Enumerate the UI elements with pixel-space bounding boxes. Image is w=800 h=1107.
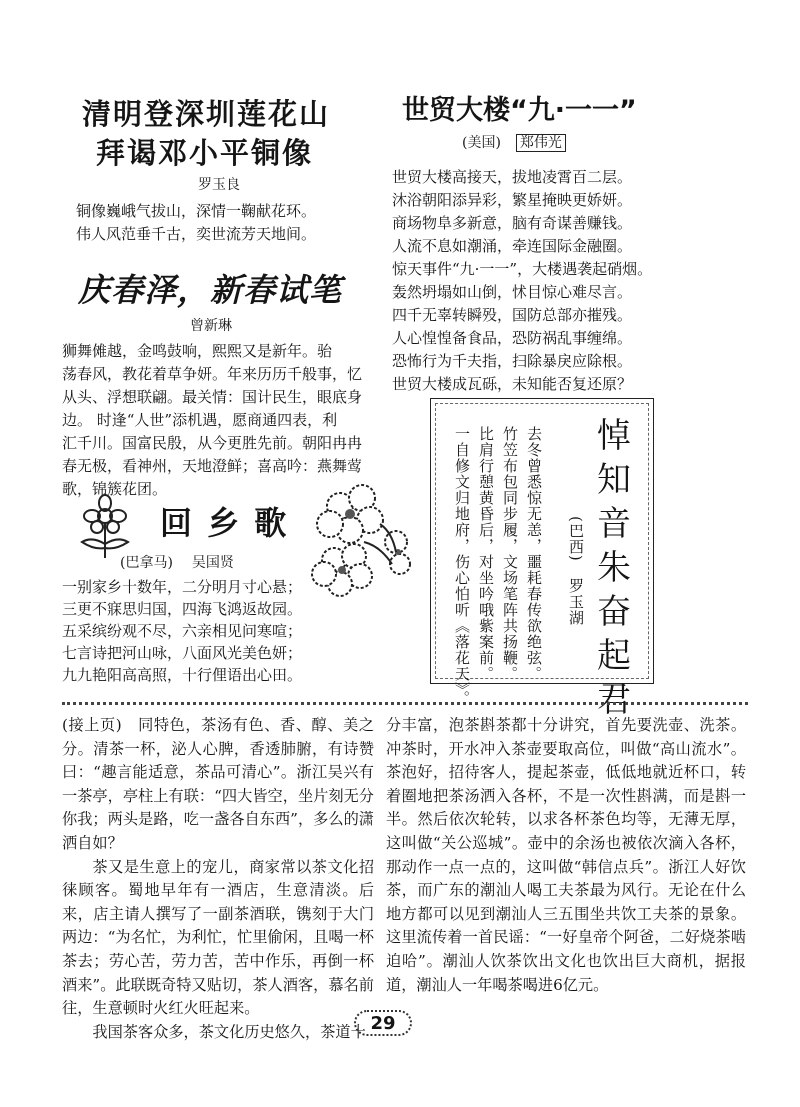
poem-line: 七言诗把河山咏，八面风光美色妍； [62,644,303,662]
poem-line: 世贸大楼成瓦砾，未知能否复还原？ [392,375,633,393]
article-paragraph: (接上页) 同特色，茶汤有色、香、醇、美之分。清茶一杯，泌人心脾，香透肺腑，有诗赞曰：“趣言能适意，茶品可清心”。浙江吴兴有一茶亭，亭柱上有联：“四大皆空，坐片刻无分你我；两头是路，吃一盏各自东西”，多么的潇洒自如？ [62,716,374,852]
blossom-ornament-icon [300,472,418,602]
poem2-title: 庆春泽，新春试笔 [78,271,343,309]
poem-line: 铜像巍峨气拔山，深情一鞠献花环。 [76,202,317,220]
poem5-author: 罗玉湖 [567,578,585,626]
page-number-badge [354,1010,412,1036]
poem1-title-line1: 清明登深圳莲花山 [82,97,331,131]
poem-line: 轰然坍塌如山倒，怵目惊心难尽言。 [392,283,633,301]
poem-line: 四千无辜转瞬殁，国防总部亦摧残。 [392,306,633,324]
poem-line: 三更不寐思归国，四海飞鸿返故园。 [62,600,303,618]
poem5-column: 一自修文归地府，伤心怕听《落花天》。 [453,426,471,707]
poem1-body [76,200,316,246]
poem3-byline [120,552,234,572]
poem5-column: 比肩行憩黄昏后，对坐吟哦紫案前。 [477,426,495,682]
poem-line: 汇千川。国富民殷，从今更胜先前。朝阳冉冉 [62,434,363,452]
poem2-author: 曾新琳 [190,318,232,334]
poem-line: 九九艳阳高高照，十行俚语出心田。 [62,666,303,684]
article-paragraph: 分丰富，泡茶斟茶都十分讲究，首先要洗壶、洗茶。冲茶时，开水冲入茶壶要取高位，叫做“高山流水”。茶泡好，招待客人，提起茶壶，低低地就近杯口，转着圈地把茶汤洒入各杯，不是一次性斟满，而是斟一半。然后依次轮转，以求各杯茶色均等，无薄无厚，这叫做“关公巡城”。壶中的余汤也被依次滴入各杯，那动作一点一点的，这叫做“韩信点兵”。浙江人好饮茶，而广东的潮汕人喝工夫茶最为风行。无论在什么地方都可以见到潮汕人三五围坐共饮工夫茶的景象。这里流传着一首民谣：“一好皇帝个阿爸，二好烧茶啮迫哈”。潮汕人饮茶饮出文化也饮出巨大商机，据报道，潮汕人一年喝茶喝进6亿元。 [386,716,746,994]
poem4-origin: (美国) [462,135,501,151]
poem-line: 五采缤纷观不尽，六亲相见问寒喧； [62,622,303,640]
article-paragraph: 茶又是生意上的宠儿，商家常以茶文化招徕顾客。蜀地早年有一酒店，生意清淡。后来，店主请人撰写了一副茶酒联，镌刻于大门两边：“为名忙，为利忙，忙里偷闲，且喝一杯茶去；劳心苦，劳力苦，苦中作乐，再倒一杯酒来”。此联既奇特又贴切，茶人酒客，慕名前往，生意顿时火红火旺起来。 [62,857,374,1018]
poem-line: 狮舞傩越，金鸣鼓响，熙熙又是新年。骀 [62,342,333,360]
section-divider [62,702,748,705]
poem-line: 一别家乡十数年，二分明月寸心悬； [62,578,303,596]
poem-line: 荡春风，教花着草争妍。年来历历千般事，忆 [62,365,363,383]
poem4-author: 郑伟光 [516,134,566,152]
poem-line: 世贸大楼高接天，拔地凌霄百二层。 [392,168,633,186]
article-right-column [386,714,746,997]
poem3-title: 回 乡 歌 [160,504,289,542]
poem3-origin: (巴拿马) [120,555,173,571]
page-number: 29 [370,1012,396,1034]
poem-line: 从头、浮想联翩。最关情：国计民生，眼底身 [62,388,363,406]
poem5-column: 竹笠布包同步履，文场笔阵共扬鞭。 [501,426,519,682]
poem3-author: 吴国贤 [191,555,234,571]
article-paragraph: 我国茶客众多，茶文化历史悠久，茶道十 [92,1022,366,1041]
poem-line: 恐怖行为千夫指，扫除暴戾应除根。 [392,352,633,370]
poem-line: 春无极，看神州，天地澄鲜；喜高吟：燕舞莺 [62,457,363,475]
poem1-author: 罗玉良 [198,177,240,193]
poem1-title-line2: 拜谒邓小平铜像 [96,136,314,170]
poem5-origin: (巴西) [567,516,585,562]
poem-line: 边。 时逢“人世”添机遇，愿商通四表，利 [62,411,338,429]
poem4-body [392,166,652,396]
poem-line: 伟人风范垂千古，奕世流芳天地间。 [76,225,317,243]
poem-line: 沐浴朝阳添异彩，繁星掩映更娇妍。 [392,191,633,209]
poem4-byline [462,132,566,152]
article-left-column [62,714,374,1044]
poem-line: 人流不息如潮涌，牵连国际金融圈。 [392,237,633,255]
poem5-column: 去冬曾悉惊无恙，噩耗春传欲绝弦。 [525,426,543,682]
poem-line: 商场物阜多新意，脑有奇谋善赚钱。 [392,214,633,232]
poem-line: 人心惶惶备食品，恐防祸乱事缠绵。 [392,329,633,347]
poem3-body [62,576,302,686]
poem4-title: 世贸大楼“九·一一” [402,95,637,126]
poem-line: 歌，锦簇花团。 [62,480,168,498]
poem5-title: 悼知音朱奋起君 [597,416,631,720]
poem-line: 惊天事件“九·一一”，大楼遇袭起硝烟。 [392,260,653,278]
